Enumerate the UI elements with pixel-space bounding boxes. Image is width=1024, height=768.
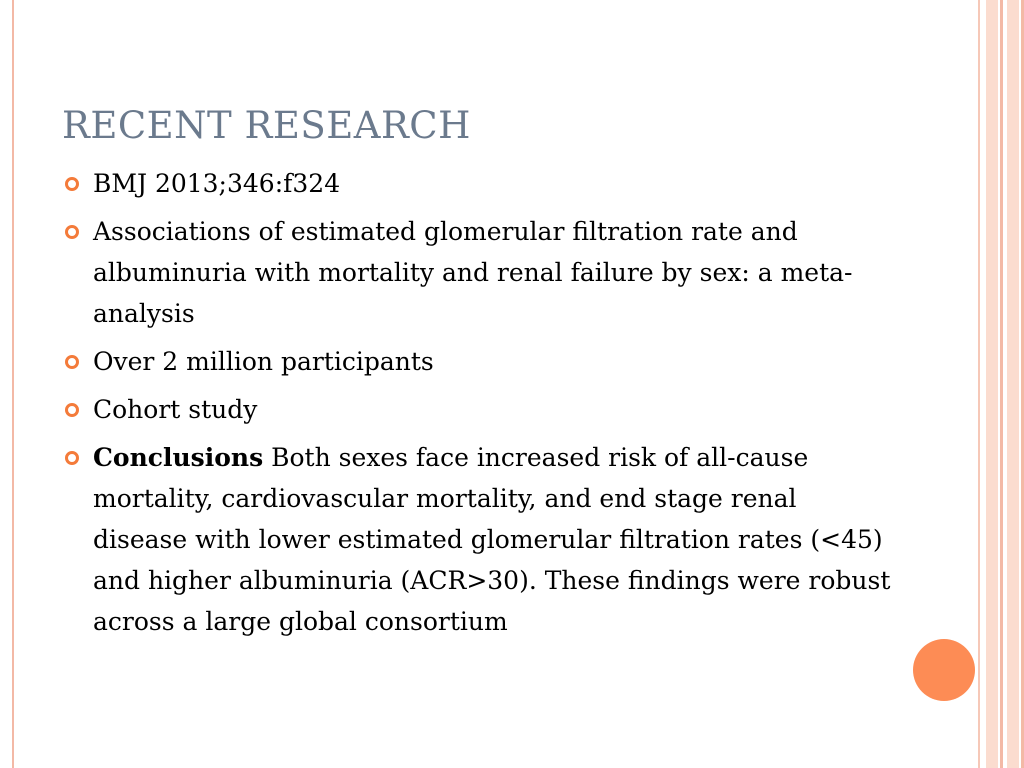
- bullet-text: Cohort study: [93, 395, 258, 424]
- slide-title: RECENT RESEARCH: [62, 104, 471, 147]
- ring-bullet-icon: [65, 177, 79, 191]
- bullet-text: Both sexes face increased risk of all-cause mortality, cardiovascular mortality, and end stage renal disease with lower estimated glomerular filtration rates (<45) and higher albuminuria (ACR>30). These findings were robust across a large global consortium: [93, 443, 891, 636]
- bullet-text: Associations of estimated glomerular filtration rate and albuminuria with mortality and renal failure by sex: a meta-analysis: [93, 217, 853, 328]
- ring-bullet-icon: [65, 355, 79, 369]
- bullet-list: [62, 163, 892, 649]
- right-stripe: [1007, 0, 1019, 768]
- bullet-lead: Conclusions: [93, 443, 264, 472]
- left-decorative-stripe: [12, 0, 14, 768]
- bullet-item-study-type: [62, 389, 892, 430]
- bullet-item-participants: [62, 341, 892, 382]
- bullet-item-citation: [62, 163, 892, 204]
- right-stripe: [978, 0, 980, 768]
- ring-bullet-icon: [65, 403, 79, 417]
- bullet-item-conclusions: [62, 437, 892, 642]
- right-decorative-stripes: [978, 0, 1024, 768]
- bullet-text: BMJ 2013;346:f324: [93, 169, 341, 198]
- accent-circle: [913, 639, 975, 701]
- right-stripe: [986, 0, 998, 768]
- ring-bullet-icon: [65, 225, 79, 239]
- bullet-item-paper-title: [62, 211, 892, 334]
- right-stripe: [1000, 0, 1003, 768]
- ring-bullet-icon: [65, 451, 79, 465]
- bullet-text: Over 2 million participants: [93, 347, 434, 376]
